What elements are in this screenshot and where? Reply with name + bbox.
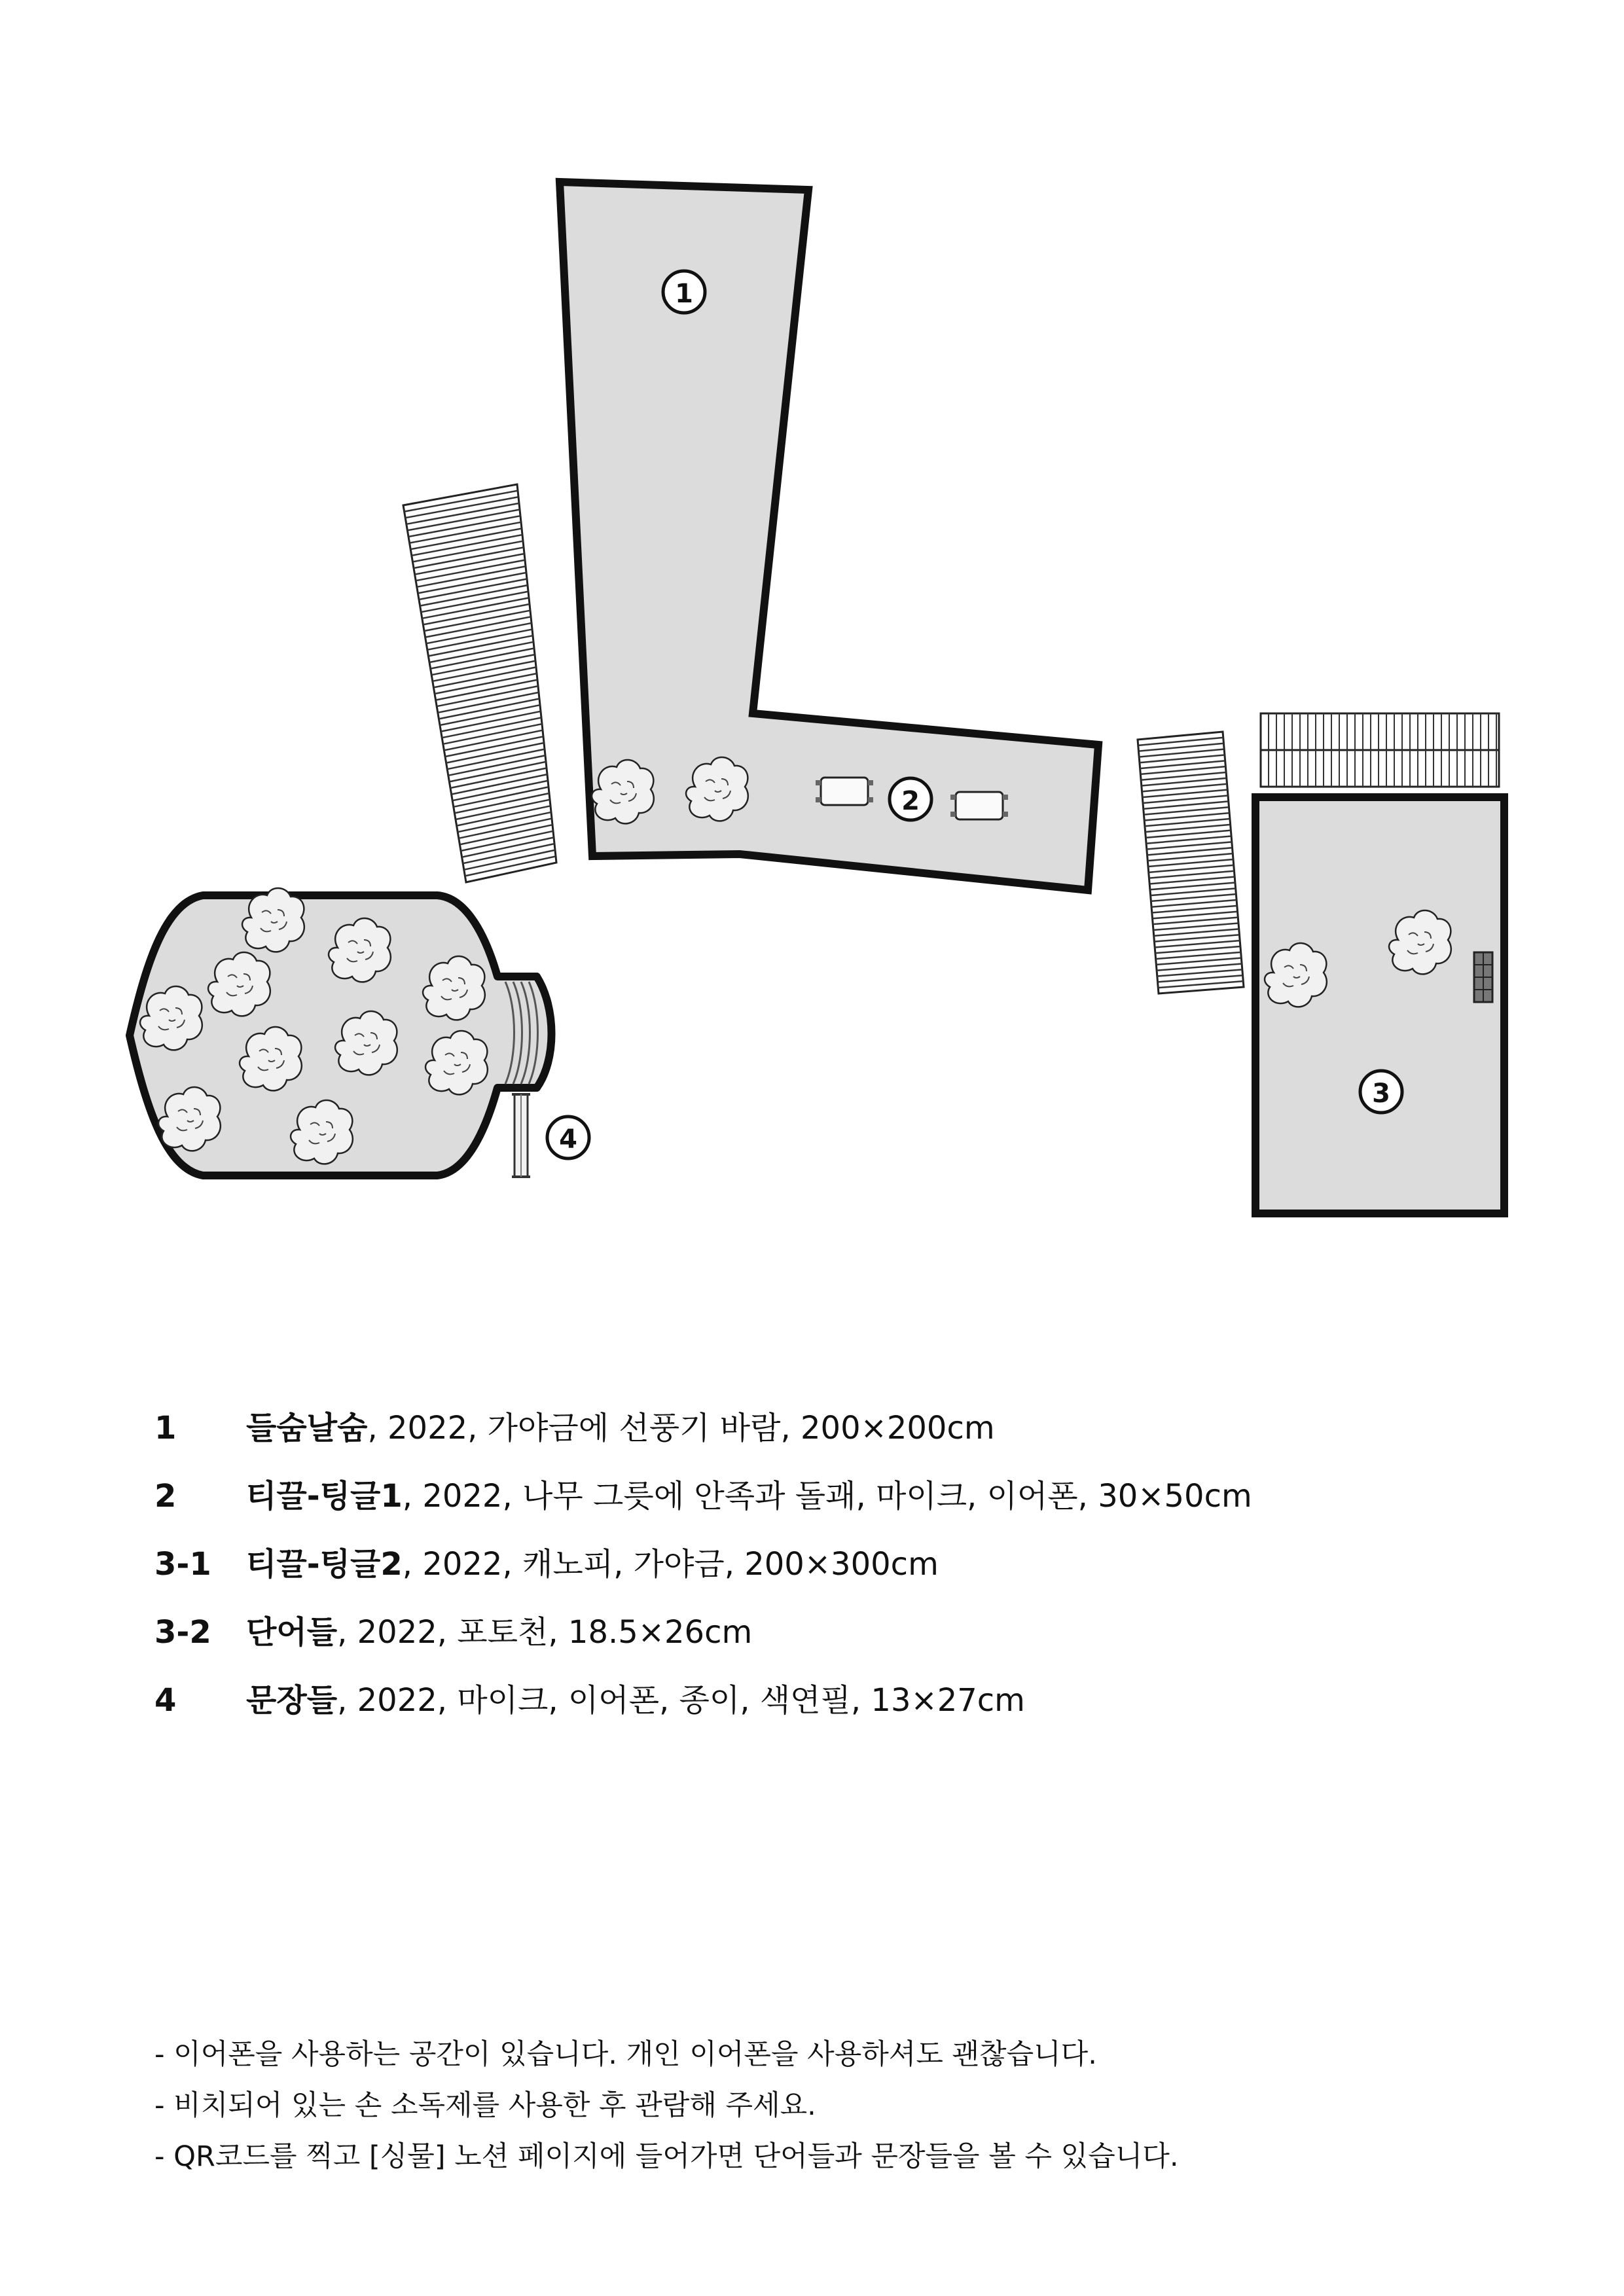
artwork-details: , 2022, 마이크, 이어폰, 종이, 색연필, 13×27cm — [337, 1682, 1025, 1719]
wooden-bowl-icon — [950, 792, 1008, 819]
note-qr-code: - QR코드를 찍고 [싱물] 노션 페이지에 들어가면 단어들과 문장들을 볼 수 있습니다. — [154, 2140, 1179, 2173]
marker-4-label: 4 — [559, 1124, 577, 1155]
visitor-notes — [154, 2029, 1529, 2182]
artwork-details: , 2022, 캐노피, 가야금, 200×300cm — [402, 1546, 939, 1583]
artwork-details: , 2022, 나무 그릇에 안족과 돌괘, 마이크, 이어폰, 30×50cm — [402, 1478, 1252, 1515]
marker-4 — [547, 1117, 589, 1158]
marker-1-label: 1 — [675, 279, 693, 309]
legend-text — [246, 1598, 752, 1666]
legend-text — [246, 1394, 995, 1462]
note-earphones: - 이어폰을 사용하는 공간이 있습니다. 개인 이어폰을 사용하셔도 괜찮습니다. — [154, 2038, 1097, 2071]
canopy-3 — [1261, 713, 1499, 787]
legend-number: 1 — [154, 1410, 177, 1446]
legend-number: 2 — [154, 1478, 177, 1515]
legend-number: 3-2 — [154, 1614, 211, 1651]
legend-number: 3-1 — [154, 1546, 211, 1583]
artwork-details: , 2022, 포토천, 18.5×26cm — [337, 1614, 753, 1651]
legend-row-2 — [154, 1462, 1529, 1530]
marker-1 — [663, 271, 705, 313]
stairs-middle — [1138, 732, 1244, 994]
marker-2-label: 2 — [901, 786, 920, 816]
legend-row-3-2 — [154, 1598, 1529, 1666]
stairs-left — [403, 484, 556, 882]
legend-number: 4 — [154, 1682, 177, 1719]
artwork-title: 티끌-팅글1 — [246, 1478, 403, 1515]
artwork-title: 티끌-팅글2 — [246, 1546, 403, 1583]
fabric-panel-3-2 — [1474, 952, 1492, 1002]
marker-3-label: 3 — [1372, 1079, 1390, 1109]
note-sanitizer: - 비치되어 있는 손 소독제를 사용한 후 관람해 주세요. — [154, 2089, 816, 2122]
artwork-title: 단어들 — [246, 1614, 338, 1651]
legend-row-1 — [154, 1394, 1529, 1462]
artwork-details: , 2022, 가야금에 선풍기 바람, 200×200cm — [367, 1410, 995, 1446]
marker-3 — [1360, 1071, 1402, 1113]
artwork-title: 들숨날숨 — [246, 1410, 368, 1446]
artwork-title: 문장들 — [246, 1682, 338, 1719]
legend-text — [246, 1666, 1025, 1734]
legend-row-3-1 — [154, 1530, 1529, 1598]
microphone-stand-icon — [512, 1094, 530, 1177]
marker-2 — [890, 778, 931, 820]
wooden-bowl-icon — [816, 778, 873, 805]
legend-text — [246, 1462, 1252, 1530]
legend-row-4 — [154, 1666, 1529, 1734]
legend-text — [246, 1530, 939, 1598]
artwork-legend — [154, 1394, 1529, 1734]
